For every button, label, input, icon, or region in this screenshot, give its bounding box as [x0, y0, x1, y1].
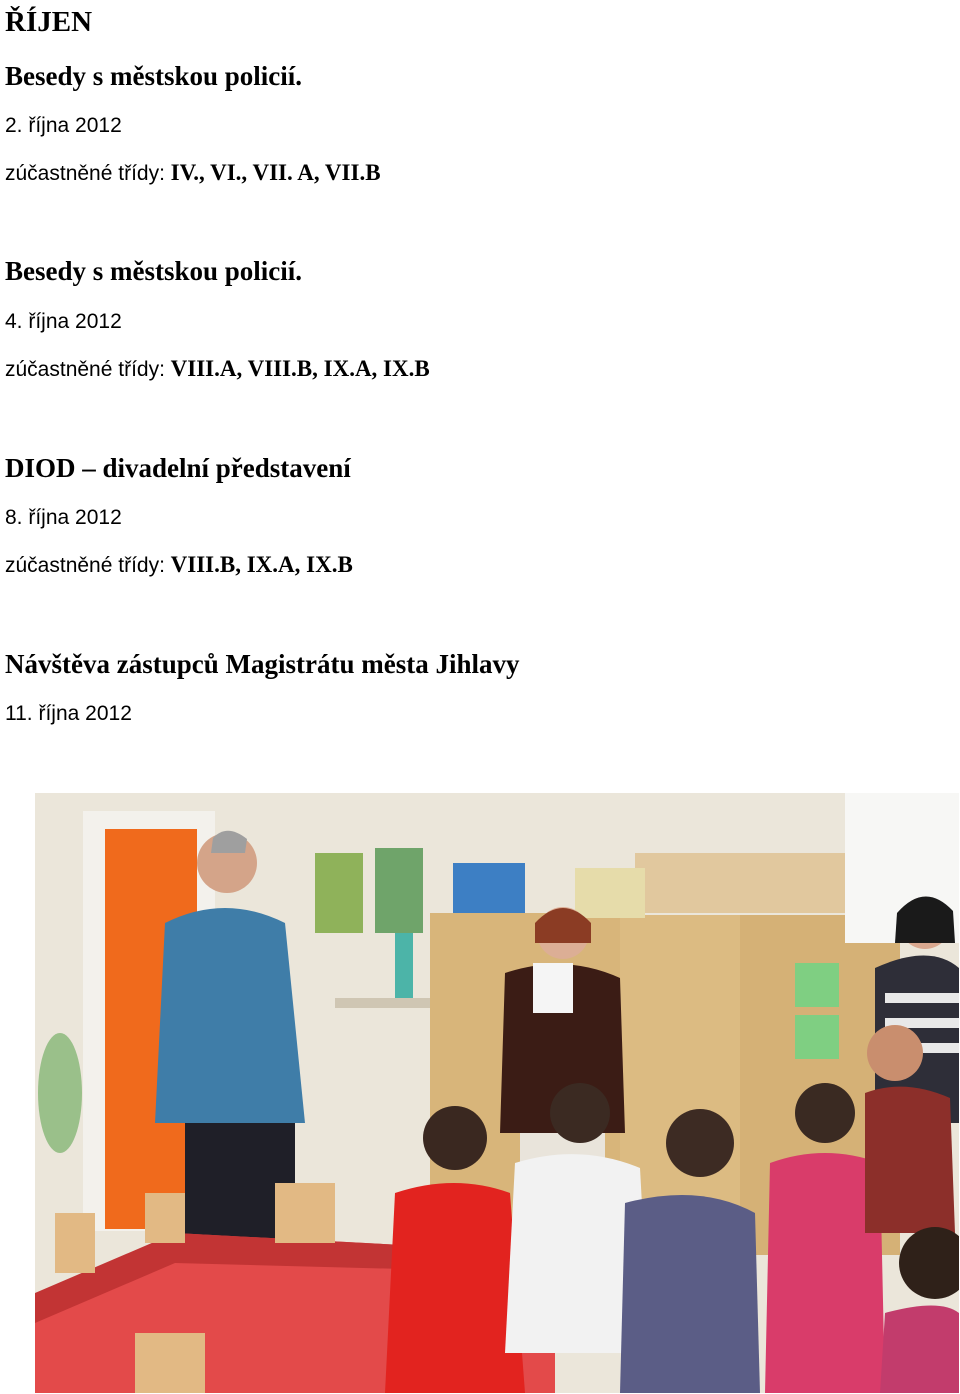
classes-value: IV., VI., VII. A, VII.B [170, 160, 381, 185]
event-4-date: 11. října 2012 [5, 702, 132, 725]
event-3-date: 8. října 2012 [5, 506, 122, 529]
classes-label: zúčastněné třídy: [5, 162, 165, 185]
event-2-date: 4. října 2012 [5, 310, 122, 333]
classes-label: zúčastněné třídy: [5, 358, 165, 381]
classes-value: VIII.A, VIII.B, IX.A, IX.B [170, 356, 430, 381]
event-2-classes [5, 354, 430, 385]
event-2-title: Besedy s městskou policií. [5, 256, 303, 286]
classes-value: VIII.B, IX.A, IX.B [170, 552, 353, 577]
event-photo [35, 793, 959, 1393]
event-1-date: 2. října 2012 [5, 114, 122, 137]
event-4-title: Návštěva zástupců Magistrátu města Jihlavy [5, 649, 520, 679]
event-1-title: Besedy s městskou policií. [5, 61, 303, 91]
event-3-classes [5, 550, 353, 581]
event-1-classes [5, 158, 381, 189]
event-3-title: DIOD – divadelní představení [5, 453, 351, 483]
classes-label: zúčastněné třídy: [5, 554, 165, 577]
month-heading: ŘÍJEN [5, 6, 93, 38]
